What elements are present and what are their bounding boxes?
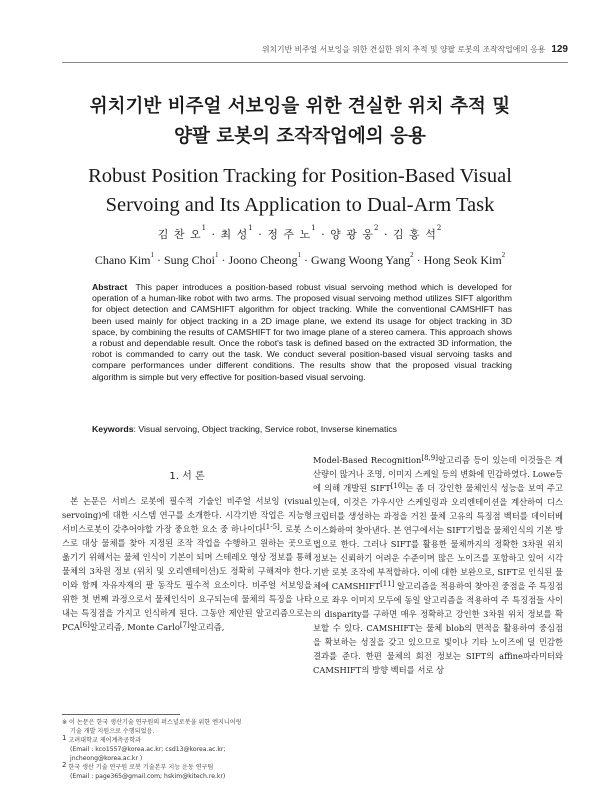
column-left (62, 470, 312, 634)
footnote-line: 이 논문은 한국 생산기술 연구원의 퍼스널로봇을 위한 엔지니어링 (69, 719, 242, 726)
author-ko: 양 광 웅 (330, 228, 374, 241)
title-korean (0, 92, 600, 152)
keywords-label: Keywords (92, 424, 134, 434)
author-en: Gwang Woong Yang (311, 253, 411, 267)
footnote-mark: ※ (62, 719, 68, 726)
body-text: 알고리즘 등이 있는데 이것들은 계산량이 많거나 조명, 이미지 스케일 등의 변화에 민감하였다. Lowe등에 의해 개발된 SIFT (313, 455, 563, 493)
citation: [10] (390, 482, 406, 490)
footnote (62, 718, 312, 736)
author-affiliation: 2 (436, 224, 443, 232)
author-affiliation: 2 (410, 251, 414, 259)
header-rule (62, 62, 568, 63)
citation: [11] (380, 580, 395, 588)
body-paragraph (313, 453, 563, 677)
author-ko: 김 찬 오 (157, 228, 202, 241)
author-en: Joono Cheong (228, 253, 298, 267)
author-en: Chano Kim (94, 253, 151, 267)
body-text: 본 논문은 서비스 로봇에 필수적 기술인 비주얼 서보잉 (visual servoing)에 대한 시스템 연구를 소개한다. 시각기반 작업은 지능형 서비스로봇이 갖추어야할 가장 중요한 요소 중 하나이다 (62, 496, 312, 534)
body-text: 알고리즘, Monte Carlo (89, 622, 180, 632)
section-title: 1. 서 론 (169, 471, 205, 482)
citation: [6] (79, 621, 90, 629)
footnote (62, 736, 312, 763)
footnote-line: (Email : kco1557@korea.ac.kr; csd13@korea.ac.kr; (70, 746, 226, 753)
author-affiliation: 1 (297, 251, 302, 259)
abstract (92, 282, 512, 383)
title-english-line-2: Servoing and Its Application to Dual-Arm Task (105, 194, 495, 216)
title-korean-line-2: 양팔 로봇의 조작작업에의 응용 (174, 126, 426, 147)
footnote-mark: 1 (62, 734, 67, 742)
author-ko: 정 주 노 (267, 228, 312, 241)
footnote-line: 한국 생산 기술 연구원 로봇 기술본부 지능 운동 연구팀 (68, 764, 214, 771)
body-text: 는 좀 더 강인한 물체인식 성능을 보여 주고 있는데, 이것은 가우시안 스케일링과 오리엔테이션을 계산하여 디스크립터를 생성하는 과정을 거친 물체 고유의 특징점 벡터를 데이터베이스화하여 찾아낸다. 본 연구에서는 SIFT기법을 물체인식의 기본 방법으로 한다. 그러나 SIFT를 활용한 물체까지의 정확한 3차원 위치 정보는 신뢰하기 어려운 수준이며 많은 노이즈를 포함하고 있어 시각기반 로봇 조작에 부적합하다. 이에 대한 보완으로, SIFT로 인식된 물체에 CAMSHIFT (313, 483, 563, 591)
author-affiliation: 2 (373, 224, 380, 232)
authors-korean: 김 찬 오$^1$ · 최 성$^1$ · 정 주 노$^1$ · 양 광 웅$^2$ · 김 홍 석$^2$ (157, 224, 443, 241)
citation: [1-5] (263, 523, 280, 531)
running-title: 위치기반 비주얼 서보잉을 위한 견실한 위치 추적 및 양팔 로봇의 조작작업에의 응용 (261, 45, 546, 54)
footnote-line: 기술 개발 지원으로 수행되었음. (70, 728, 155, 735)
author-en: Hong Seok Kim (423, 253, 502, 267)
footnote-line: (Email : page365@gmail.com; hskim@kitech.re.kr) (70, 773, 226, 780)
authors-english: Chano Kim$^1$ · Sung Choi$^1$ · Joono Cheong$^1$ · Gwang Woong Yang$^2$ · Hong Seok Kim$^2$ (94, 251, 506, 267)
footnote-line: jncheong@korea.ac.kr ) (70, 755, 143, 762)
title-english-line-1: Robust Position Tracking for Position-Based Visual (88, 165, 512, 187)
body-text: 알고리즘, (189, 622, 225, 632)
keywords-text: : Visual servoing, Object tracking, Service robot, Invserse kinematics (133, 424, 398, 434)
citation: [7] (179, 621, 190, 629)
body-text: . 로봇 스스로 대상 물체를 찾아 지정된 조작 작업을 수행하고 원하는 곳으로 옮기기 위해서는 물체 인식이 기본이 되며 스테레오 영상 정보를 통해 물체의 3차원 정보 (위치 및 오리엔테이션)도 정확히 구해져야 한다. 이와 함께 자유자재의 팔 동작도 필수적 요소이다. 비주얼 서보잉을 위한 첫 번째 과정으로서 물체인식이 요구되는데 물체의 특징을 나타내는 특징점을 가지고 인식하게 된다. 그동안 제안된 알고리즘으로는 PCA (62, 524, 312, 632)
author-affiliation: 2 (501, 251, 506, 259)
author-affiliation: 1 (215, 251, 219, 259)
footnote-rule (62, 714, 180, 715)
abstract-text: This paper introduces a position-based robust visual servoing method which is developed for operation of a human-like robot with two arms. The proposed visual servoing method utilizes SIFT algorithm for object detection and CAMSHIFT algorithm for object tracking. While the conventional CAMSHIFT has been used mainly for object tracking in a 2D image plane, we extend its usage for object tracking in 3D space, by combining the results of CAMSHIFT for two image plane of a stereo camera. This approach shows a robust and dependable result. Once the robot's task is defined based on the extracted 3D information, the robot is commanded to carry out the task. We conduct several position-based visual servoing tasks and compare performances under different conditions. The results show that the proposed visual tracking algorithm is simple but very effective for position-based visual servoing. (92, 282, 513, 382)
footnote-mark: 2 (62, 761, 67, 769)
body-text: 알고리즘을 적용하여 찾아진 중점을 주 특징점으로 좌우 이미지 모두에 동일 알고리즘을 적용하여 주 특징점들 사이의 disparity를 구하면 매우 정확하고 강인한 3차원 위치 정보를 확보할 수 있다. CAMSHIFT는 물체 blob의 면적을 활용하여 중심점을 확보하는 성질을 갖고 있으므로 빛이나 기타 노이즈에 덜 민감한 결과를 준다. 한편 물체의 회전 정보는 SIFT의 affine파라미터와 CAMSHIFT의 방향 벡터를 서로 상 (313, 581, 564, 675)
footnote (62, 763, 312, 781)
footnotes (62, 718, 312, 781)
body-paragraph (62, 494, 312, 634)
author-en: Sung Choi (164, 253, 216, 267)
running-header (0, 44, 568, 55)
author-ko: 김 홍 석 (392, 228, 437, 241)
title-korean-line-1: 위치기반 비주얼 서보잉을 위한 견실한 위치 추적 및 (89, 96, 511, 117)
author-affiliation: 1 (201, 224, 208, 232)
author-affiliation: 1 (311, 224, 317, 232)
citation: [8,9] (421, 454, 438, 462)
page-number: 129 (551, 44, 568, 55)
footnote-line: 고려대학교 제어계측공학과 (68, 737, 141, 744)
author-affiliation: 1 (248, 224, 254, 232)
abstract-label: Abstract (92, 282, 128, 292)
keywords (92, 424, 512, 434)
column-right (313, 453, 563, 677)
body-text: Model-Based Recognition (313, 455, 422, 465)
author-affiliation: 1 (150, 251, 154, 259)
author-ko: 최 성 (220, 228, 249, 241)
title-english (0, 162, 600, 220)
